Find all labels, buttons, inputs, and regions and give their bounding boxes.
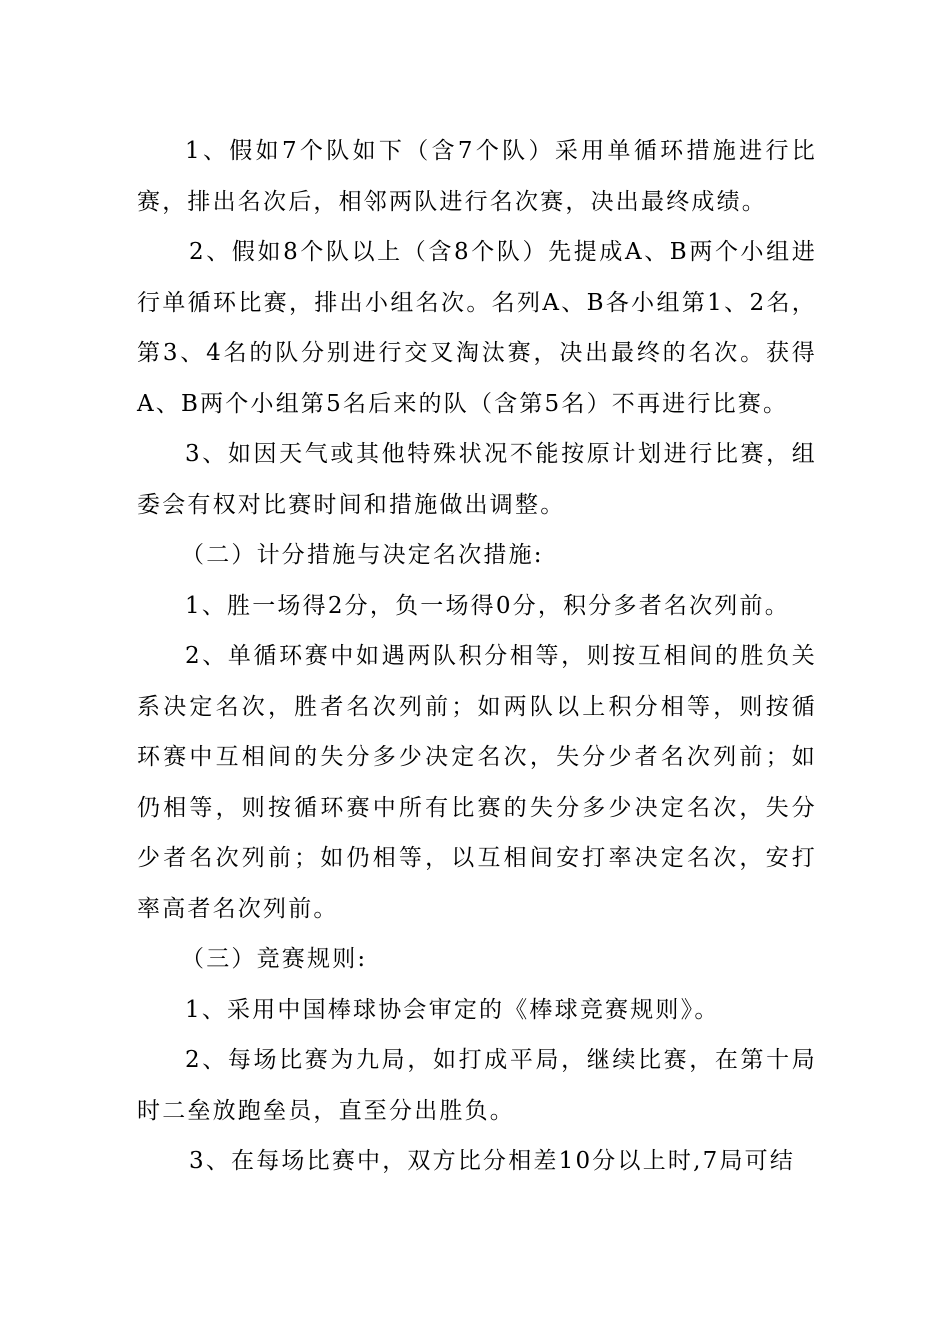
- section-heading-rules: （三）竞赛规则:: [181, 946, 368, 972]
- paragraph-scoring-1: 1、胜一场得2分，负一场得0分，积分多者名次列前。: [185, 592, 790, 619]
- paragraph-rule-2: 2、假如8个队以上（含8个队）先提成A、B两个小组进行单循环比赛，排出小组名次。名列A、B各小组第1、2名，第3、4名的队分别进行交叉淘汰赛，决出最终的名次。获得A、B两个小组第5名后来的队（含第5名）不再进行比赛。: [137, 239, 817, 417]
- paragraph-rules-2: 2、每场比赛为九局，如打成平局，继续比赛，在第十局时二垒放跑垒员，直至分出胜负。: [137, 1047, 817, 1124]
- paragraph-rule-3: 3、如因天气或其他特殊状况不能按原计划进行比赛，组委会有权对比赛时间和措施做出调整。: [137, 441, 817, 518]
- paragraph-rules-3: 3、在每场比赛中，双方比分相差10分以上时,7局可结: [189, 1148, 796, 1174]
- paragraph-rules-1: 1、采用中国棒球协会审定的《棒球竞赛规则》。: [185, 996, 720, 1023]
- paragraph-rule-1: 1、假如7个队如下（含7个队）采用单循环措施进行比赛，排出名次后，相邻两队进行名次赛，决出最终成绩。: [137, 138, 817, 215]
- document-page: [137, 126, 817, 1187]
- section-heading-scoring: （二）计分措施与决定名次措施:: [181, 542, 544, 568]
- paragraph-scoring-2: 2、单循环赛中如遇两队积分相等，则按互相间的胜负关系决定名次，胜者名次列前；如两队以上积分相等，则按循环赛中互相间的失分多少决定名次，失分少者名次列前；如仍相等，则按循环赛中所有比赛的失分多少决定名次，失分少者名次列前；如仍相等，以互相间安打率决定名次，安打率高者名次列前。: [137, 643, 817, 922]
